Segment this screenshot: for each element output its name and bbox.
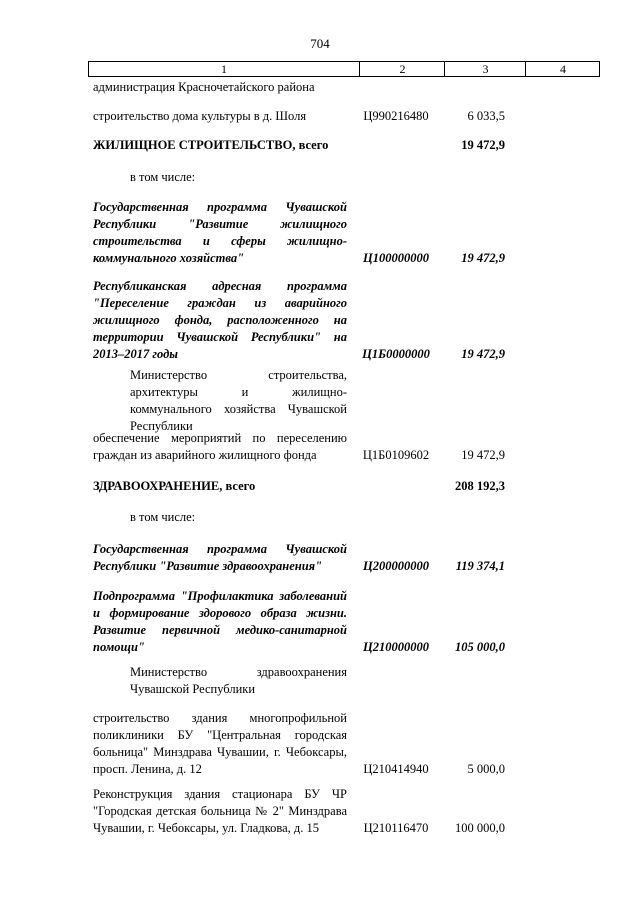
row-description: ЗДРАВООХРАНЕНИЕ, всего (93, 479, 256, 493)
row-amount: 19 472,9 (461, 347, 505, 361)
row-amount: 19 472,9 (461, 138, 505, 152)
header-col-2: 2 (359, 62, 445, 76)
row-description: Государственная программа Чувашской Республики "Развитие жилищного строительства и сферы жилищно-коммунального хозяйства" (93, 200, 347, 265)
table-header-row (88, 61, 600, 77)
row-code: Ц1Б0109602 (362, 448, 430, 462)
row-amount: 105 000,0 (455, 640, 505, 654)
row-amount: 119 374,1 (455, 559, 505, 573)
header-col-4: 4 (525, 62, 600, 76)
row-description: Министерство здравоохранения Чувашской Республики (130, 665, 347, 696)
row-description: ЖИЛИЩНОЕ СТРОИТЕЛЬСТВО, всего (93, 138, 329, 152)
header-col-3: 3 (444, 62, 526, 76)
row-code: Ц210000000 (363, 640, 429, 654)
row-description: в том числе: (130, 170, 196, 184)
row-description: администрация Красночетайского района (93, 80, 315, 94)
row-description: Республиканская адресная программа "Переселение граждан из аварийного жилищного фонда, расположенного на территории Чувашской Республики" на 2013–2017 годы (93, 279, 347, 361)
row-code: Ц210414940 (363, 762, 429, 776)
row-description: Подпрограмма "Профилактика заболеваний и формирование здорового образа жизни. Развитие первичной медико-санитарной помощи" (93, 589, 347, 654)
header-col-1: 1 (221, 62, 227, 76)
row-amount: 5 000,0 (467, 762, 505, 776)
row-code: Ц200000000 (363, 559, 429, 573)
row-description: строительство здания многопрофильной поликлиники БУ "Центральная городская больница" Минздрава Чувашии, г. Чебоксары, просп. Ленина, д. 12 (93, 711, 347, 776)
page-number: 704 (310, 36, 330, 51)
row-description: строительство дома культуры в д. Шоля (93, 109, 307, 123)
row-amount: 19 472,9 (461, 251, 505, 265)
row-description: Министерство строительства, архитектуры и жилищно-коммунального хозяйства Чувашской Республики (130, 368, 347, 433)
row-code: Ц990216480 (363, 109, 429, 123)
row-code: Ц1Б0000000 (362, 347, 430, 361)
row-amount: 208 192,3 (455, 479, 505, 493)
row-description: в том числе: (130, 510, 196, 524)
row-description: обеспечение мероприятий по переселению граждан из аварийного жилищного фонда (93, 431, 347, 462)
row-amount: 19 472,9 (461, 448, 505, 462)
row-amount: 100 000,0 (455, 821, 505, 835)
row-description: Государственная программа Чувашской Республики "Развитие здравоохранения" (93, 542, 347, 573)
row-amount: 6 033,5 (467, 109, 505, 123)
row-description: Реконструкция здания стационара БУ ЧР "Городская детская больница № 2" Минздрава Чувашии, г. Чебоксары, ул. Гладкова, д. 15 (93, 787, 347, 835)
row-code: Ц210116470 (363, 821, 429, 835)
row-code: Ц100000000 (363, 251, 429, 265)
